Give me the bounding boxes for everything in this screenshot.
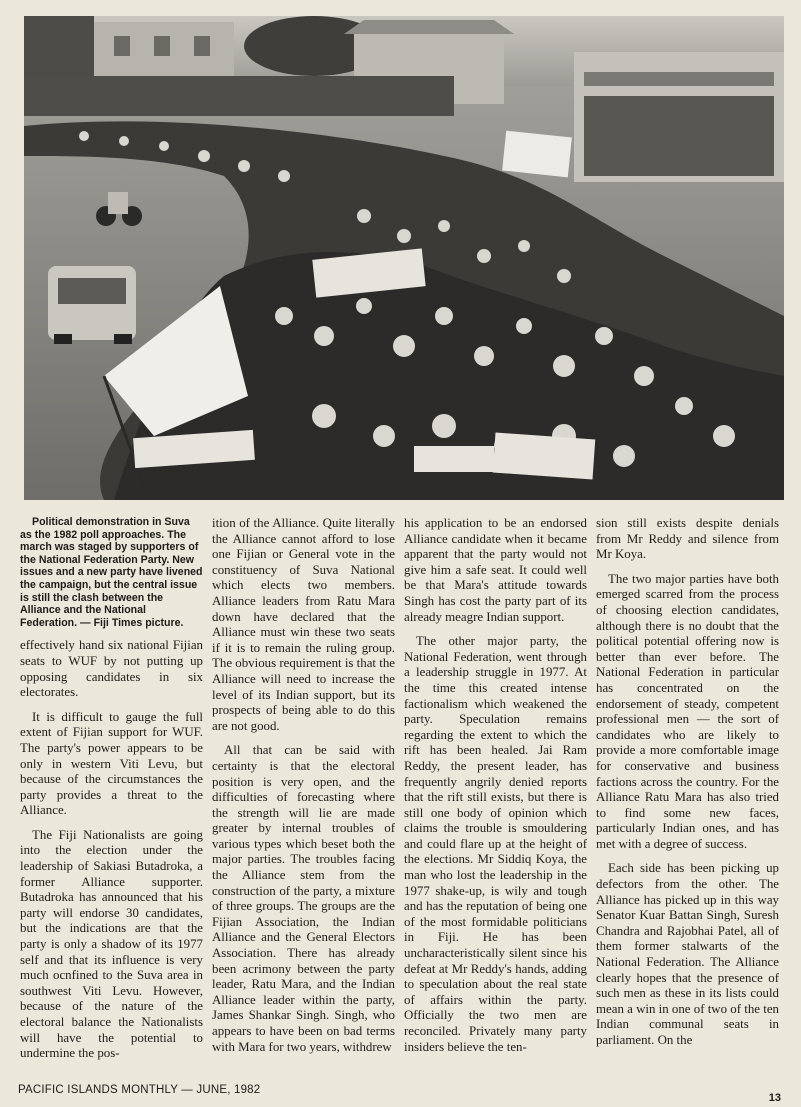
paragraph: The two major parties have both emerged scarred from the process of choosing election candidates, although there is no doubt that the political potential offering now is better than ever before. The National Federation in particular has concentrated on the endorsement of steady, competent professional men — the sort of candidates who are likely to provide a more comfortable image for conservative and business factions across the country. For the Alliance Ratu Mara has also tried to find some new faces, particularly Indian ones, and has met with a degree of success. bbox=[596, 571, 779, 851]
paragraph: effectively hand six national Fijian seats to WUF by not putting up opposing candidates in six electorates. bbox=[20, 638, 203, 700]
paragraph: It is difficult to gauge the full extent of Fijian support for WUF. The party's power appears to be only in western Viti Levu, but because of the circumstances the party provides a threat to the Alliance. bbox=[20, 709, 203, 818]
paragraph: ition of the Alliance. Quite literally the Alliance cannot afford to lose one Fijian or General vote in the constituency of Suva National which elects two members. Alliance leaders from Ratu Mara down have declared that the Alliance must win these two seats if it is to remain the ruling group. The obvious requirement is that the Alliance will need to increase the level of its Indian support, but its prospects of being able to do this are not good. bbox=[212, 516, 395, 733]
running-footer: PACIFIC ISLANDS MONTHLY — JUNE, 1982 bbox=[18, 1084, 261, 1096]
paragraph: The Fiji Nationalists are going into the election under the leadership of Sakiasi Butadroka, a former Alliance supporter. Butadroka has announced that his party will endorse 30 candidates, but the indications are that the party is only a shadow of its 1977 self and that its influence is very much ocnfined to the Suva area in southwest Viti Levu. However, because of the nature of the electoral balance the Nationalists will have the potential to undermine the pos- bbox=[20, 827, 203, 1061]
paragraph: The other major party, the National Federation, went through a leadership struggle in 1977. At the time this created intense factionalism which weakened the party. Speculation remains regarding the extent to which the rift has been healed. Jai Ram Reddy, the present leader, has frequently angrily denied reports that the rift still exists, but there is still one body of opinion which claims the trouble is smouldering and could flare up at the height of the elections. Mr Siddiq Koya, the man who lost the leadership in the 1977 shake-up, is wily and tough and has the reputation of being one of the most formidable politicians in Fiji. He has been uncharacteristically silent since his defeat at Mr Reddy's hands, adding to speculation about the real state of affairs within the party. Officially the two men are reconciled. Privately many party insiders believe the ten- bbox=[404, 634, 587, 1054]
paragraph: Each side has been picking up defectors from the other. The Alliance has picked up in this way Senator Kuar Battan Singh, Suresh Chandra and Rajobhai Patel, all of them former stalwarts of the National Federation. The Alliance clearly hopes that the presence of such men as these in its lists could mean a win in one of two of the ten Indian communal seats in parliament. On the bbox=[596, 861, 779, 1047]
demonstration-photo bbox=[24, 16, 784, 500]
text-column-1 bbox=[20, 516, 203, 1078]
text-column-2 bbox=[212, 516, 395, 1078]
photo-drawing bbox=[24, 16, 784, 500]
text-column-4 bbox=[596, 516, 779, 1078]
text-column-3 bbox=[404, 516, 587, 1078]
photo-caption: Political demonstration in Suva as the 1982 poll approaches. The march was staged by supporters of the National Federation Party. New issues and a new party have livened the campaign, but the central issue is still the clash between the Alliance and the National Federation. — Fiji Times picture. bbox=[20, 516, 203, 629]
page-number: 13 bbox=[768, 1092, 781, 1104]
paragraph: his application to be an endorsed Alliance candidate when it became apparent that the party would not give him a safe seat. It could well be that Mara's attitude towards Singh has cost the party part of its already meagre Indian support. bbox=[404, 516, 587, 624]
paragraph: sion still exists despite denials from Mr Reddy and silence from Mr Koya. bbox=[596, 516, 779, 562]
paragraph: All that can be said with certainty is that the electoral position is very open, and the difficulties of forecasting where the strength will lie are made greater by internal troubles of various types which beset both the major parties. The troubles facing the Alliance stem from the construction of the party, a mixture of three groups. The groups are the Fijian Association, the Indian Alliance and the General Electors Association. There has already been acrimony between the party leader, Ratu Mara, and the Indian Alliance leader within the party, James Shankar Singh. Singh, who appears to have been on bad terms with Mara for two years, withdrew bbox=[212, 743, 395, 1054]
